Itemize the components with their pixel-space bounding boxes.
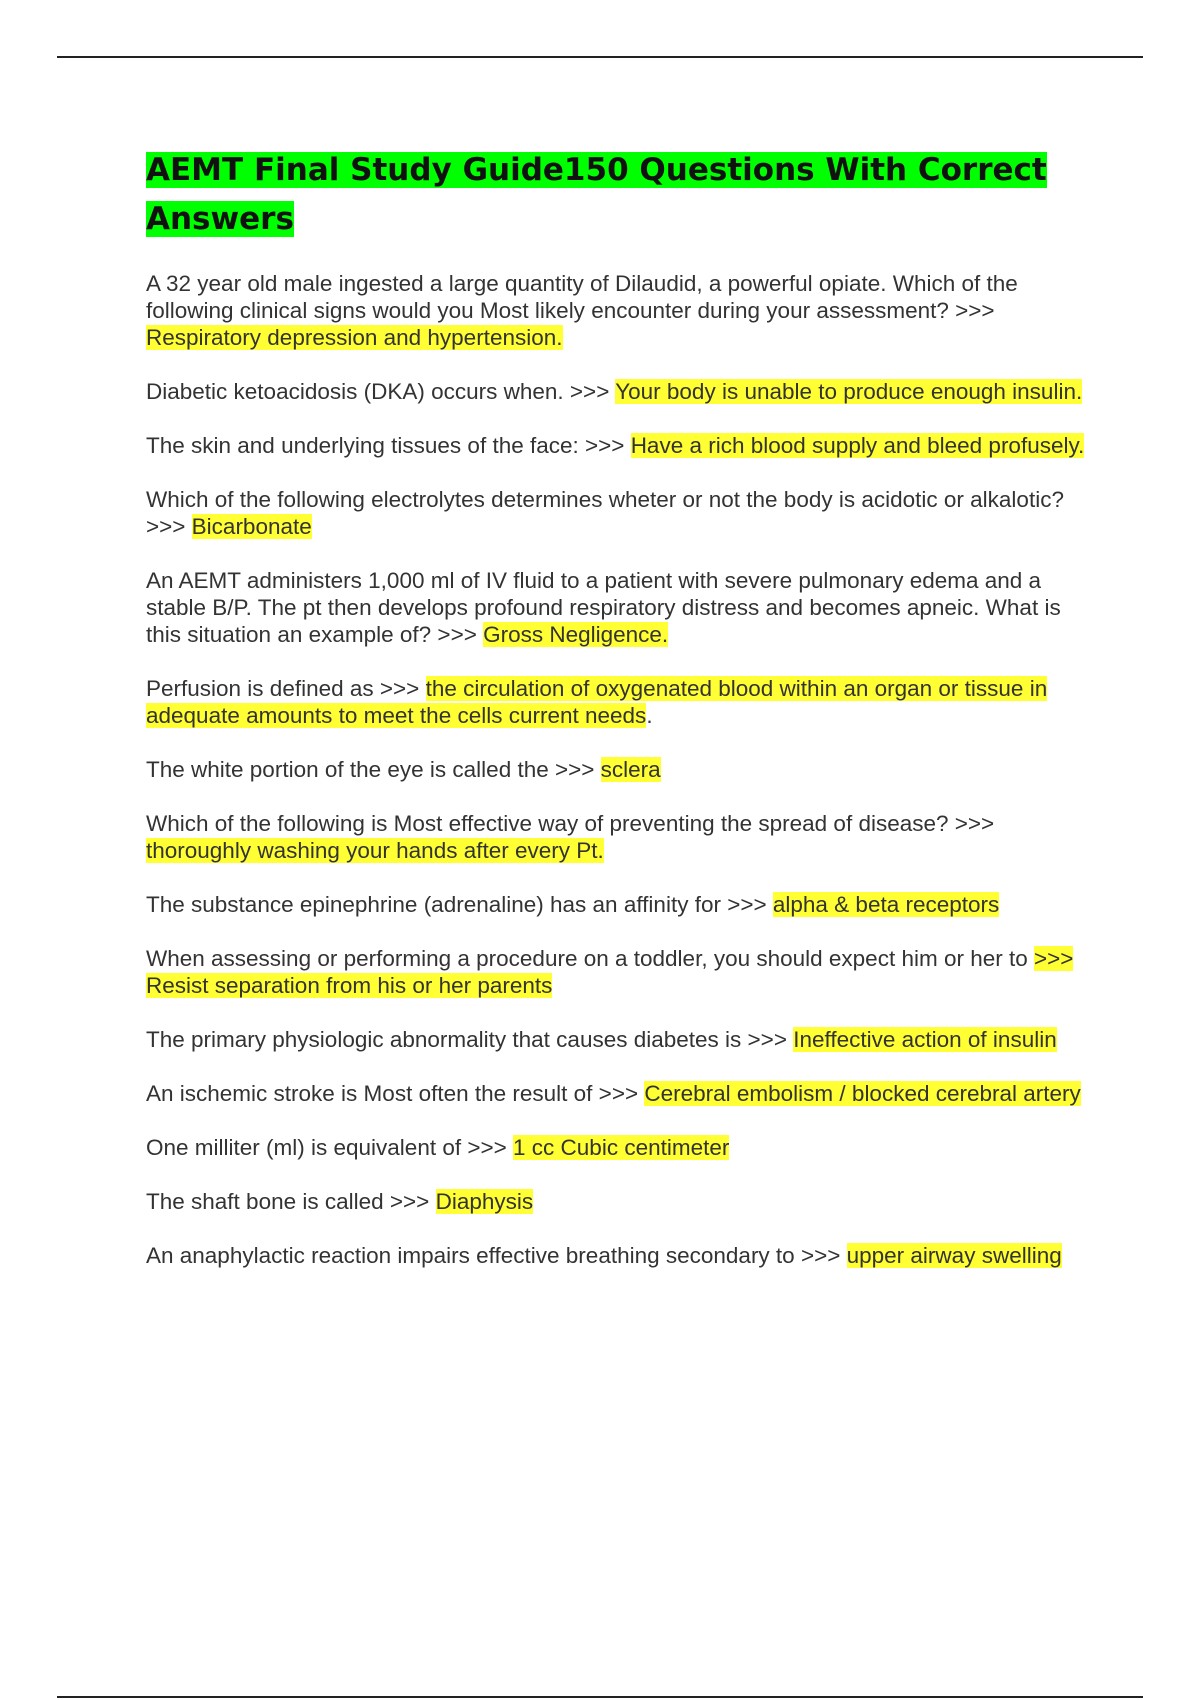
- question-text: Diabetic ketoacidosis (DKA) occurs when. >>>: [146, 379, 616, 404]
- answer-text: Respiratory depression and hypertension.: [146, 325, 563, 350]
- qa-item: [146, 378, 1096, 405]
- document-title: [146, 146, 1096, 244]
- qa-item: [146, 756, 1096, 783]
- top-rule: [57, 56, 1143, 58]
- question-text: One milliter (ml) is equivalent of >>>: [146, 1135, 514, 1160]
- question-text: When assessing or performing a procedure on a toddler, you should expect him or her to: [146, 946, 1034, 971]
- document-body: [146, 146, 1096, 1296]
- question-text: The shaft bone is called >>>: [146, 1189, 436, 1214]
- document-title-text: AEMT Final Study Guide150 Questions With Correct Answers: [146, 152, 1047, 237]
- question-text: An ischemic stroke is Most often the result of >>>: [146, 1081, 645, 1106]
- qa-item: [146, 1080, 1096, 1107]
- question-text: A 32 year old male ingested a large quantity of Dilaudid, a powerful opiate. Which of the following clinical signs would you Most likely encounter during your assessment? >>>: [146, 271, 1018, 323]
- answer-trailing: .: [646, 703, 653, 728]
- answer-text: Have a rich blood supply and bleed profusely.: [630, 433, 1085, 458]
- question-text: An anaphylactic reaction impairs effective breathing secondary to >>>: [146, 1243, 847, 1268]
- question-text: An AEMT administers 1,000 ml of IV fluid to a patient with severe pulmonary edema and a stable B/P. The pt then develops profound respiratory distress and becomes apneic. What is this situation an example of? >>>: [146, 568, 1061, 647]
- qa-item: [146, 1134, 1096, 1161]
- qa-item: [146, 1026, 1096, 1053]
- answer-text: sclera: [600, 757, 661, 782]
- question-text: The skin and underlying tissues of the face: >>>: [146, 433, 631, 458]
- bottom-rule: [57, 1696, 1143, 1698]
- answer-text: upper airway swelling: [846, 1243, 1062, 1268]
- answer-text: >>> Resist separation from his or her parents: [146, 946, 1074, 998]
- qa-item: [146, 891, 1096, 918]
- qa-item: [146, 1242, 1096, 1269]
- answer-text: Diaphysis: [435, 1189, 534, 1214]
- question-text: The primary physiologic abnormality that causes diabetes is >>>: [146, 1027, 794, 1052]
- question-text: Perfusion is defined as >>>: [146, 676, 426, 701]
- answer-text: thoroughly washing your hands after every Pt.: [146, 838, 604, 863]
- question-text: Which of the following is Most effective way of preventing the spread of disease? >>>: [146, 811, 995, 836]
- qa-item: [146, 486, 1096, 540]
- question-text: Which of the following electrolytes determines wheter or not the body is acidotic or alkalotic? >>>: [146, 487, 1064, 539]
- question-text: The white portion of the eye is called the >>>: [146, 757, 601, 782]
- answer-text: Gross Negligence.: [483, 622, 669, 647]
- answer-text: Bicarbonate: [191, 514, 312, 539]
- answer-text: 1 cc Cubic centimeter: [513, 1135, 730, 1160]
- answer-text: the circulation of oxygenated blood within an organ or tissue in adequate amounts to meet the cells current needs: [146, 676, 1048, 728]
- qa-item: [146, 1188, 1096, 1215]
- question-text: The substance epinephrine (adrenaline) has an affinity for >>>: [146, 892, 773, 917]
- qa-item: [146, 567, 1096, 648]
- qa-item: [146, 270, 1096, 351]
- qa-item: [146, 432, 1096, 459]
- answer-text: Your body is unable to produce enough insulin.: [615, 379, 1083, 404]
- qa-item: [146, 945, 1096, 999]
- qa-item: [146, 810, 1096, 864]
- answer-text: alpha & beta receptors: [772, 892, 1000, 917]
- answer-text: Ineffective action of insulin: [793, 1027, 1057, 1052]
- qa-item: [146, 675, 1096, 729]
- answer-text: Cerebral embolism / blocked cerebral artery: [644, 1081, 1081, 1106]
